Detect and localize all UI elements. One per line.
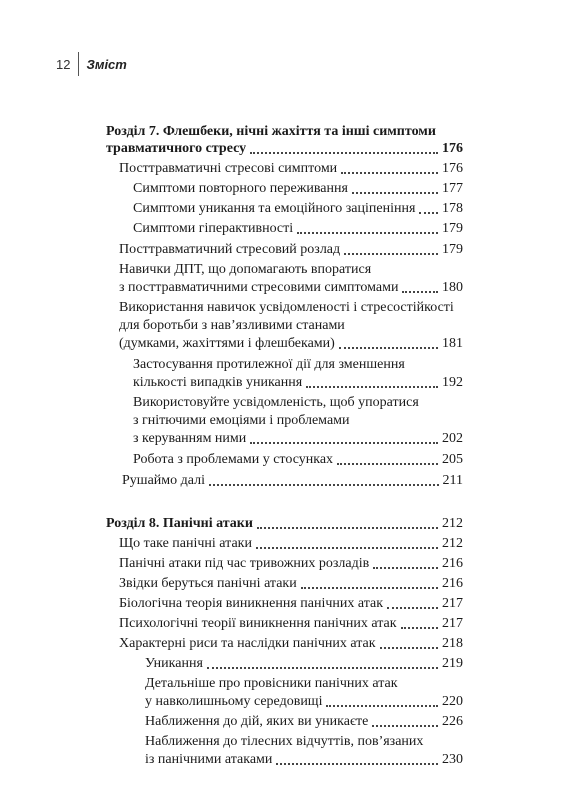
toc-entry[interactable] — [119, 615, 463, 632]
toc-entry-text: Що таке панічні атаки — [119, 536, 252, 551]
toc-entry[interactable] — [145, 713, 463, 730]
toc-entry-text: Симптоми повторного переживання — [133, 181, 348, 196]
toc-entry-page: 212 — [442, 536, 463, 551]
chapter-8-name: . Панічні атаки — [155, 516, 253, 531]
running-title: Зміст — [86, 56, 127, 72]
toc-entry-text-line2: з гнітючими емоціями і проблемами — [133, 413, 350, 428]
running-header — [56, 50, 127, 78]
chapter-7-page: 176 — [442, 141, 463, 156]
toc-entry[interactable] — [133, 430, 463, 447]
toc-entry-text: з керуванням ними — [133, 431, 247, 446]
toc-entry[interactable] — [119, 555, 463, 572]
toc-entry-page: 179 — [442, 242, 463, 257]
chapter-8-label: Розділ 8 — [106, 516, 156, 531]
dot-leader — [250, 152, 438, 154]
chapter-7-title-cont: травматичного стресу — [106, 141, 247, 156]
toc-entry[interactable] — [133, 374, 463, 391]
dot-leader — [337, 463, 438, 465]
toc-entry-text: Посттравматичний стресовий розлад — [119, 242, 341, 257]
toc-entry-page: 192 — [442, 375, 463, 390]
dot-leader — [207, 667, 438, 669]
toc-entry-text-line1: Наближення до тілесних відчуттів, пов’язаних — [145, 734, 424, 749]
page-number: 12 — [56, 56, 71, 72]
toc-entry[interactable] — [119, 335, 463, 352]
toc-entry-text-line1: Навички ДПТ, що допомагають впоратися — [119, 262, 372, 277]
chapter-7-title[interactable] — [106, 123, 436, 140]
dot-leader — [276, 763, 438, 765]
toc-entry-text-line1: Використовуйте усвідомленість, щоб упоратися — [133, 395, 419, 410]
toc-entry-page: 179 — [442, 221, 463, 236]
dot-leader — [380, 647, 438, 649]
toc-entry-page: 226 — [442, 714, 463, 729]
toc-entry-text: Симптоми уникання та емоційного заціпеніння — [133, 201, 416, 216]
toc-entry-page: 217 — [442, 596, 463, 611]
toc-entry[interactable] — [145, 655, 463, 672]
dot-leader — [257, 527, 438, 529]
toc-entry-text-line1: Використання навичок усвідомленості і стресостійкості — [119, 300, 454, 315]
toc-entry-text: Біологічна теорія виникнення панічних атак — [119, 596, 384, 611]
dot-leader — [341, 172, 438, 174]
header-divider — [78, 52, 79, 76]
toc-entry-page: 180 — [442, 280, 463, 295]
dot-leader — [306, 386, 438, 388]
toc-entry-page: 217 — [442, 616, 463, 631]
toc-entry-text: Посттравматичні стресові симптоми — [119, 161, 338, 176]
toc-entry[interactable] — [119, 241, 463, 258]
toc-entry-page: 218 — [442, 636, 463, 651]
toc-entry-text: Панічні атаки під час тривожних розладів — [119, 556, 370, 571]
toc-entry[interactable] — [133, 180, 463, 197]
dot-leader — [373, 567, 438, 569]
toc-entry-text: Симптоми гіперактивності — [133, 221, 294, 236]
toc-entry-text: Наближення до дій, яких ви уникаєте — [145, 714, 369, 729]
toc-entry-page: 178 — [442, 201, 463, 216]
toc-entry-page: 219 — [442, 656, 463, 671]
dot-leader — [344, 253, 438, 255]
chapter-7-title-line2[interactable] — [106, 140, 463, 157]
toc-entry[interactable] — [145, 693, 463, 710]
toc-entry-text: Робота з проблемами у стосунках — [133, 452, 334, 467]
toc-entry-text: Характерні риси та наслідки панічних атак — [119, 636, 376, 651]
toc-entry-text: кількості випадків уникання — [133, 375, 303, 390]
toc-entry[interactable] — [133, 200, 463, 217]
toc-entry[interactable] — [133, 220, 463, 237]
toc-entry-text-line1: Детальніше про провісники панічних атак — [145, 676, 398, 691]
toc-entry-text-line2: для боротьби з нав’язливими станами — [119, 318, 345, 333]
toc-entry-text: Психологічні теорії виникнення панічних атак — [119, 616, 397, 631]
toc-entry[interactable] — [133, 451, 463, 468]
toc-entry-page: 202 — [442, 431, 463, 446]
toc-entry-page: 205 — [442, 452, 463, 467]
dot-leader — [339, 347, 438, 349]
toc-entry-text: у навколишньому середовищі — [145, 694, 323, 709]
toc-entry-text: Звідки беруться панічні атаки — [119, 576, 297, 591]
toc-entry[interactable] — [122, 472, 463, 489]
toc-entry[interactable] — [119, 635, 463, 652]
dot-leader — [301, 587, 438, 589]
toc-entry-text: Уникання — [145, 656, 203, 671]
toc-entry-page: 230 — [442, 752, 463, 767]
toc-entry-page: 216 — [442, 576, 463, 591]
toc-entry-text: Рушаймо далі — [122, 473, 205, 488]
dot-leader — [326, 705, 438, 707]
toc-entry-text: з посттравматичними стресовими симптомами — [119, 280, 399, 295]
dot-leader — [256, 547, 438, 549]
chapter-8-page: 212 — [442, 516, 463, 531]
dot-leader — [387, 607, 438, 609]
dot-leader — [352, 192, 438, 194]
toc-entry[interactable] — [119, 160, 463, 177]
toc-entry[interactable] — [119, 595, 463, 612]
dot-leader — [250, 442, 438, 444]
chapter-7-name: . Флешбеки, нічні жахіття та інші симптоми — [155, 124, 436, 139]
dot-leader — [402, 291, 438, 293]
toc-entry-page: 211 — [442, 473, 463, 488]
toc-entry[interactable] — [119, 535, 463, 552]
dot-leader — [209, 484, 439, 486]
toc-entry-page: 216 — [442, 556, 463, 571]
dot-leader — [297, 232, 438, 234]
dot-leader — [372, 725, 438, 727]
toc-entry-page: 176 — [442, 161, 463, 176]
toc-entry[interactable] — [145, 751, 463, 768]
toc-entry-text: (думками, жахіттями і флешбеками) — [119, 336, 335, 351]
toc-entry[interactable] — [119, 279, 463, 296]
toc-entry-page: 181 — [442, 336, 463, 351]
chapter-8-title[interactable] — [106, 515, 463, 532]
toc-entry[interactable] — [119, 575, 463, 592]
toc-entry-text: із панічними атаками — [145, 752, 273, 767]
toc-entry-page: 177 — [442, 181, 463, 196]
toc-entry-text-line1: Застосування протилежної дії для зменшення — [133, 357, 405, 372]
toc-entry-page: 220 — [442, 694, 463, 709]
dot-leader — [419, 212, 438, 214]
chapter-7-label: Розділ 7 — [106, 124, 156, 139]
dot-leader — [401, 627, 438, 629]
